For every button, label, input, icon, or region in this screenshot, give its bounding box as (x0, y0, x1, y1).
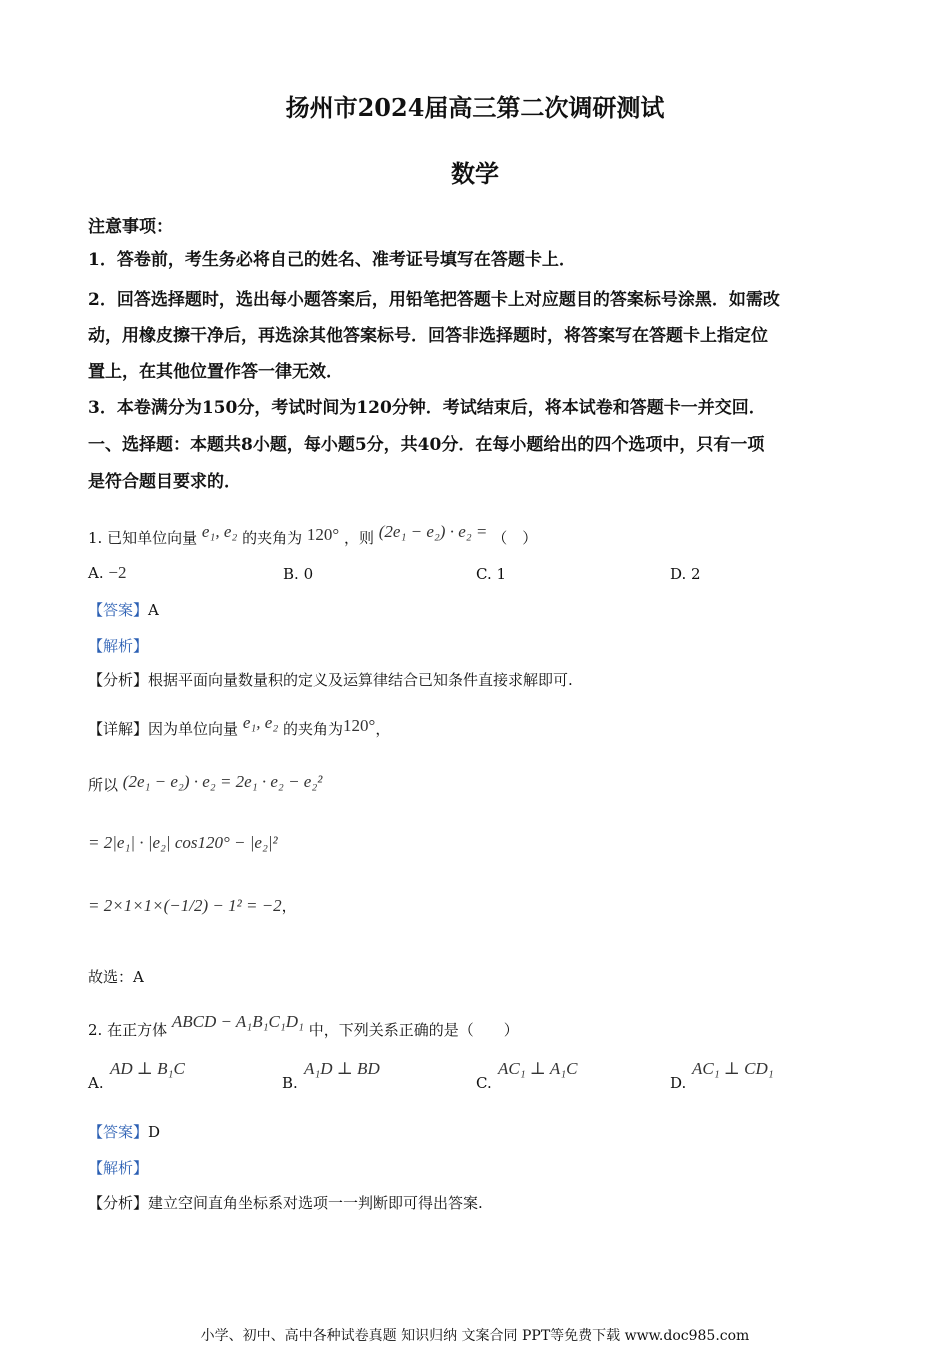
q1-option-c-letter: C. (476, 565, 492, 583)
q2-option-a-letter: A. (88, 1074, 104, 1092)
q1-option-d-value: 2 (691, 565, 701, 583)
q1-option-a-value: −2 (108, 563, 127, 582)
q1-answer-value: A (148, 601, 159, 619)
q2-option-c-value: AC₁ ⊥ A₁C (498, 1059, 578, 1078)
q2-option-d-letter: D. (670, 1074, 687, 1092)
notice-item-2-cont2: 置上，在其他位置作答一律无效． (88, 362, 343, 382)
q2-stem-math-cube: ABCD − A₁B₁C₁D₁ (171, 1012, 304, 1031)
q2-fenxi-tag: 【分析】 (88, 1194, 149, 1212)
q1-conclusion: 故选：A (88, 968, 144, 986)
notice-item-2: 2．回答选择题时，选出每小题答案后，用铅笔把答题卡上对应题目的答案标号涂黑．如需改 (88, 290, 780, 310)
page-footer: 小学、初中、高中各种试卷真题 知识归纳 文案合同 PPT等免费下载 www.doc985.com (200, 1328, 750, 1344)
q1-xiangjie-text-a: 因为单位向量 (148, 720, 239, 738)
q2-stem-text-b: 中，下列关系正确的是（ ） (308, 1021, 519, 1039)
q1-fenxi-tag: 【分析】 (88, 671, 149, 689)
q1-stem-text-c: ，则 (343, 529, 374, 547)
q1-option-c (476, 565, 506, 583)
q1-fenxi (88, 669, 573, 690)
q1-option-c-value: 1 (496, 565, 507, 583)
q1-option-b-value: 0 (303, 565, 314, 583)
q1-step1-math: (2e₁ − e₂) · e₂ = 2e₁ · e₂ − e₂² (122, 772, 323, 791)
notice-item-3: 3．本卷满分为150分，考试时间为120分钟．考试结束后，将本试卷和答题卡一并交回． (88, 398, 766, 418)
q1-step3-tail: ， (281, 897, 297, 915)
q2-option-c-letter: C. (476, 1074, 492, 1092)
q1-analysis-tag: 【解析】 (88, 637, 149, 655)
q1-option-b (283, 565, 313, 583)
q1-stem-math-expression: (2e₁ − e₂) · e₂ = (378, 522, 488, 541)
q2-answer (88, 1121, 160, 1142)
notice-item-1: 1．答卷前，考生务必将自己的姓名、准考证号填写在答题卡上． (88, 250, 576, 270)
q1-answer-tag: 【答案】 (88, 601, 149, 619)
q2-analysis-tag: 【解析】 (88, 1159, 149, 1177)
q2-answer-value: D (148, 1123, 161, 1141)
q2-option-b-value: A₁D ⊥ BD (304, 1059, 380, 1078)
q1-stem-text-a: 1. 已知单位向量 (88, 529, 198, 547)
q1-option-a (88, 563, 126, 583)
q1-option-a-letter: A. (88, 564, 104, 582)
q1-xiangjie-text-b: 的夹角为 (283, 720, 344, 738)
q2-fenxi-text: 建立空间直角坐标系对选项一一判断即可得出答案. (148, 1194, 483, 1212)
q1-option-d (670, 565, 701, 583)
q1-step3 (88, 895, 297, 916)
q1-option-b-letter: B. (283, 565, 299, 583)
q2-answer-tag: 【答案】 (88, 1123, 149, 1141)
notice-heading: 注意事项： (88, 217, 173, 237)
q2-option-b-letter: B. (282, 1074, 298, 1092)
q1-stem-text-d: （ ） (492, 529, 538, 547)
q2-stem-text-a: 2. 在正方体 (88, 1021, 168, 1039)
q2-fenxi (88, 1192, 483, 1213)
exam-title: 扬州市2024届高三第二次调研测试 (285, 93, 665, 122)
q1-step2-math: = 2|e₁| · |e₂| cos120° − |e₂|² (88, 833, 278, 852)
q1-step1 (88, 772, 322, 795)
q1-fenxi-text: 根据平面向量数量积的定义及运算律结合已知条件直接求解即可. (148, 671, 573, 689)
q1-xiangjie-math-angle: 120° (343, 716, 376, 735)
q1-answer (88, 599, 159, 620)
section-heading-line2: 是符合题目要求的． (88, 472, 241, 492)
q2-stem (88, 1012, 519, 1040)
q1-step3-math: = 2×1×1×(−1/2) − 1² = −2 (88, 896, 282, 915)
q1-stem-math-vectors: e₁, e₂ (201, 522, 238, 541)
q2-option-a-value: AD ⊥ B₁C (110, 1059, 185, 1078)
q1-xiangjie-text-c: ， (375, 720, 391, 738)
q2-option-d-value: AC₁ ⊥ CD₁ (692, 1059, 774, 1078)
notice-item-2-cont: 动，用橡皮擦干净后，再选涂其他答案标号．回答非选择题时，将答案写在答题卡上指定位 (88, 326, 768, 346)
q1-stem-math-angle: 120° (306, 525, 340, 544)
q1-option-d-letter: D. (670, 565, 687, 583)
q1-xiangjie-math-vectors: e₁, e₂ (242, 713, 279, 732)
q1-step1-text: 所以 (88, 776, 119, 794)
q1-xiangjie (88, 713, 390, 739)
q1-stem-text-b: 的夹角为 (242, 529, 303, 547)
q1-xiangjie-tag: 【详解】 (88, 720, 149, 738)
subject-title: 数学 (451, 159, 499, 188)
q1-stem (88, 522, 537, 548)
section-heading-line1: 一、选择题：本题共8小题，每小题5分，共40分．在每小题给出的四个选项中，只有一项 (88, 435, 765, 455)
